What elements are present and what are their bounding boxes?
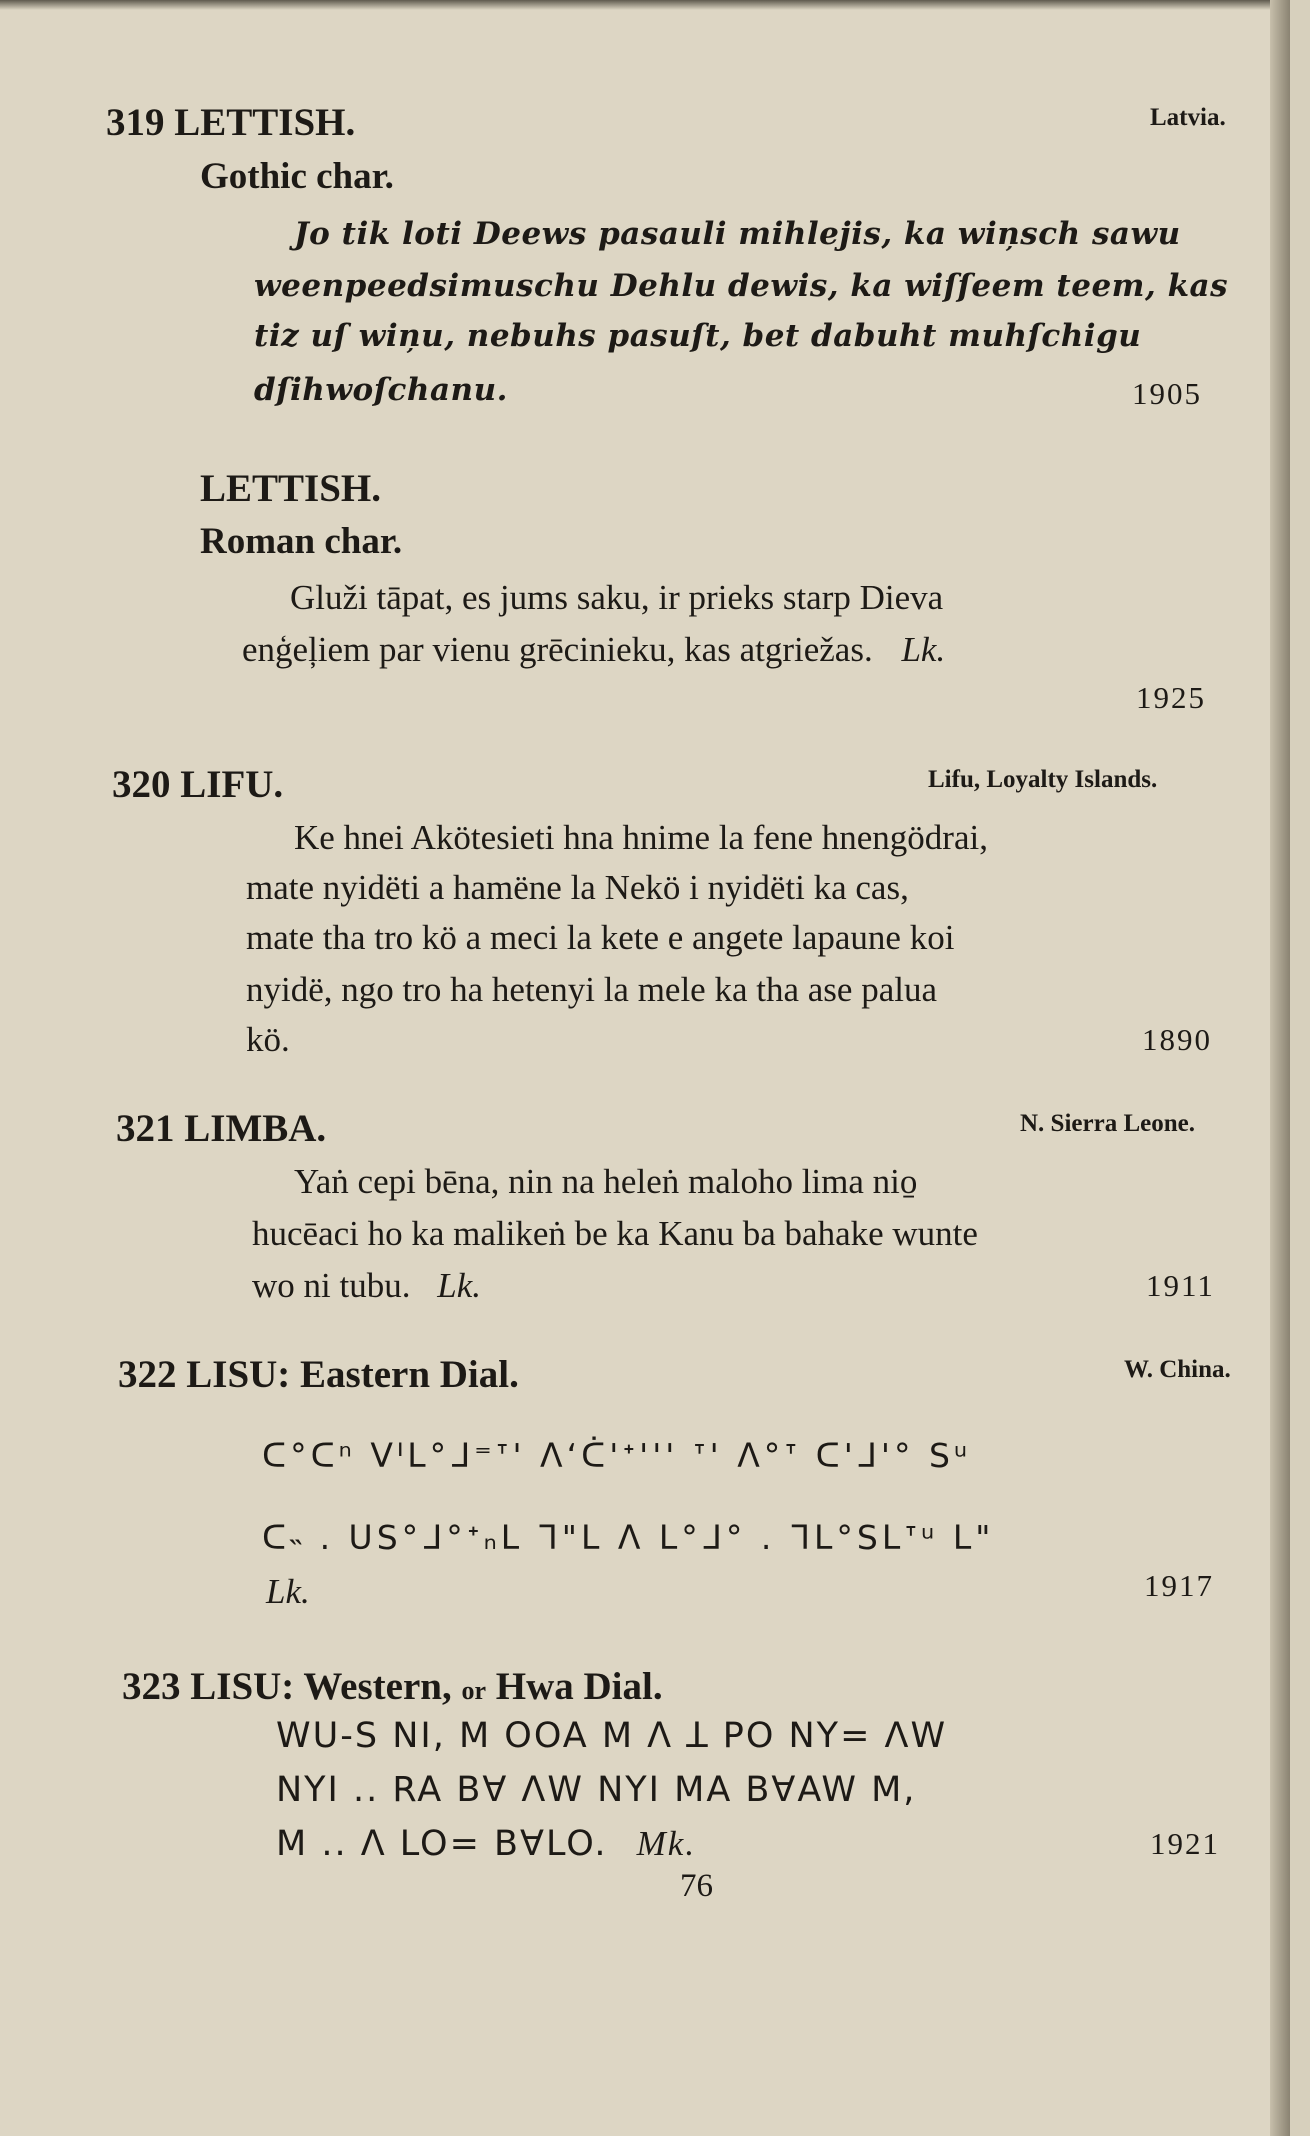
entry-number: 319 (106, 101, 165, 144)
year: 1925 (1136, 680, 1206, 715)
syllabic-line: ᑕ°ᑕⁿ ᐯᑊᒪ°ᒧ⁼ᐪ' ᐱ‘ᑖ'ᐩ''' ᐪ' ᐱ°ᐪ ᑕ'ᒧ'° Sᵘ (262, 1436, 972, 1475)
reference: Mk. (636, 1824, 697, 1863)
language-name: LISU: Eastern Dial. (186, 1353, 519, 1396)
fraser-line: NYI .. RA Bꓯ ꓥW NYI MA BꓯAW M, (276, 1770, 917, 1810)
page-gutter-shadow (1270, 0, 1290, 2136)
language-name: LETTISH. (174, 101, 356, 144)
page-top-edge (0, 0, 1290, 10)
text-line: weenpeedsimuschu Dehlu dewis, ka wiſſeem teem, kas (254, 268, 1229, 304)
year: 1905 (1132, 376, 1202, 411)
syllabic-line: ᑕ˵ . ᑌS°ᒧ°ᐩₙᒪ ᒣ"ᒪ ᐱ ᒪ°ᒧ° . ᒣᒪ°Sᒪᐪᵘ ᒪ" (262, 1518, 995, 1557)
entry-number: 321 (116, 1107, 175, 1150)
text-line: nyidë, ngo tro ha hetenyi la mele ka tha ase palua (246, 970, 937, 1009)
script-label: Roman char. (200, 521, 403, 562)
language-name: LISU: Western, (190, 1665, 452, 1708)
text-line: Ke hnei Akötesieti hna hnime la fene hnengödrai, (294, 818, 988, 857)
text-line: tiz uſ wiņu, nebuhs pasuſt, bet dabuht muhſchigu (254, 318, 1142, 354)
entry-number: 322 (118, 1353, 177, 1396)
region-label: Lifu, Loyalty Islands. (928, 766, 1158, 793)
year: 1890 (1142, 1022, 1212, 1057)
region-label: N. Sierra Leone. (1020, 1110, 1195, 1137)
language-name: LETTISH. (200, 467, 382, 510)
text-line: Yaṅ cepi bēna, nin na heleṅ maloho lima nio̱ (294, 1162, 918, 1201)
year: 1911 (1146, 1268, 1215, 1303)
language-name: LIMBA. (184, 1107, 327, 1150)
text-line: dſihwoſchanu. (254, 372, 508, 408)
language-name-or: or (461, 1676, 487, 1705)
text-line: Gluži tāpat, es jums saku, ir prieks starp Dieva (290, 578, 944, 617)
entry-heading (112, 762, 283, 807)
entry-heading (116, 1106, 326, 1151)
text-line: wo ni tubu. Lk. (252, 1266, 481, 1305)
entry-heading (122, 1664, 663, 1709)
text-line: mate tha tro kö a meci la kete e angete lapaune koi (246, 918, 955, 957)
page-number: 76 (680, 1868, 713, 1904)
year: 1917 (1144, 1568, 1214, 1603)
entry-heading (106, 100, 355, 145)
entry-heading (118, 1352, 519, 1397)
language-name-alt: Hwa Dial. (495, 1665, 663, 1708)
language-name: LIFU. (180, 763, 284, 806)
reference: Lk. (901, 630, 946, 669)
region-label: Latvia. (1150, 104, 1226, 131)
region-label: W. China. (1124, 1356, 1231, 1383)
reference: Lk. (437, 1266, 481, 1305)
text-line: enģeļiem par vienu grēcinieku, kas atgriežas. Lk. (242, 630, 946, 669)
text-line: hucēaci ho ka malikeṅ be ka Kanu ba bahake wunte (252, 1214, 978, 1253)
fraser-line: M .. ꓥ LO= BꓯLO. Mk. (276, 1824, 697, 1864)
text-line: kö. (246, 1020, 290, 1059)
text-line: Jo tik loti Deews pasauli mihlejis, ka wiņsch sawu (294, 216, 1181, 252)
entry-number: 320 (112, 763, 171, 806)
script-label: Gothic char. (200, 156, 394, 197)
text-line: mate nyidëti a hamëne la Nekö i nyidëti ka cas, (246, 868, 909, 907)
entry-number: 323 (122, 1665, 181, 1708)
reference: Lk. (266, 1572, 310, 1611)
fraser-line: WU-S NI, M ꓳOA M ꓥ ꓕ PO NY= ꓥW (276, 1716, 948, 1756)
year: 1921 (1150, 1826, 1220, 1861)
